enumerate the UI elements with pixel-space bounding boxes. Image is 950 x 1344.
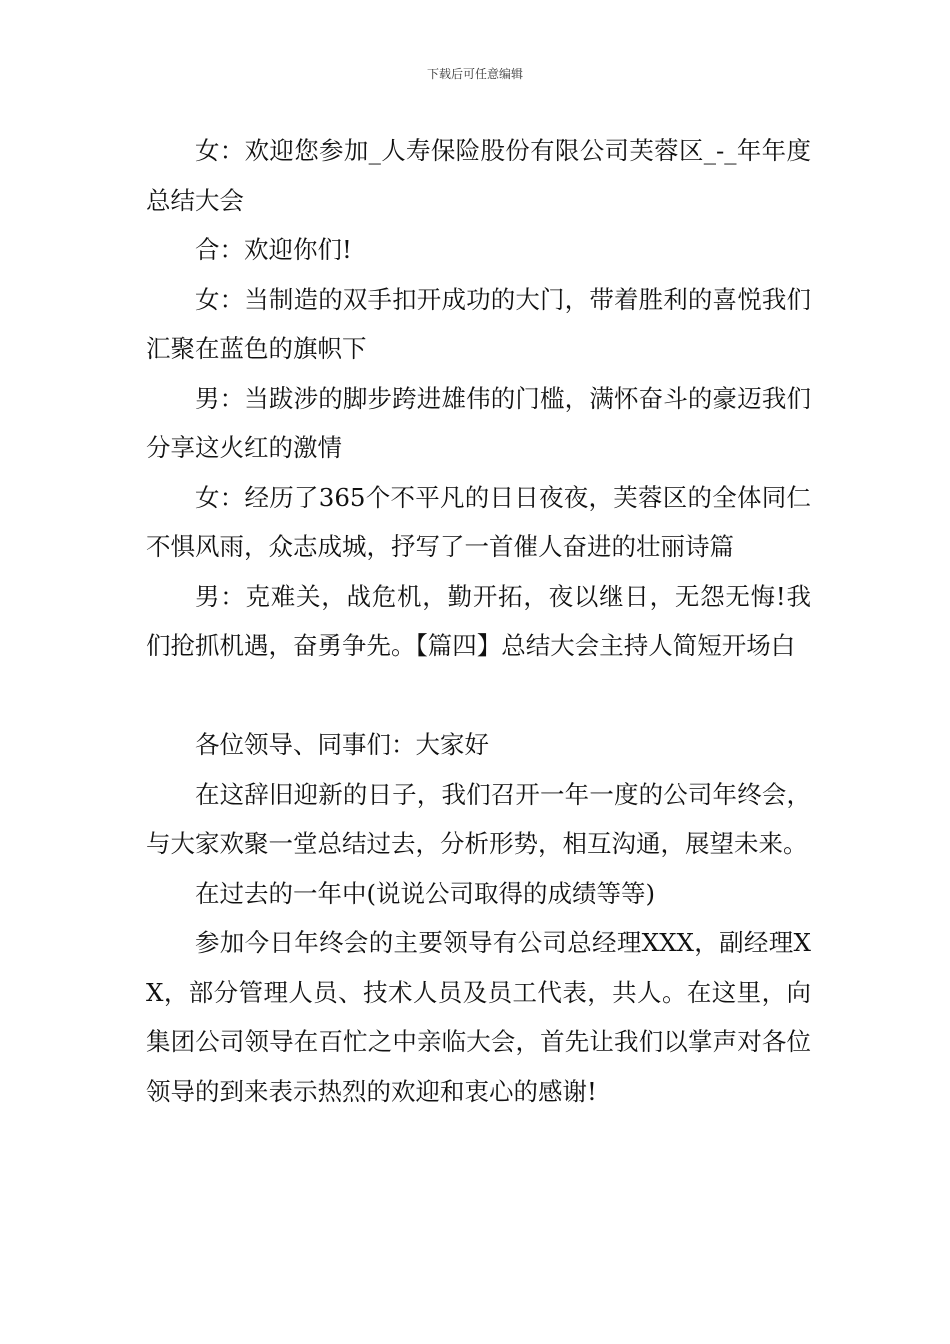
section-spacer [146, 671, 811, 721]
document-body [146, 126, 811, 1116]
paragraph-greeting: 各位领导、同事们：大家好 [195, 730, 489, 759]
paragraph-new-year-meeting: 在这辞旧迎新的日子，我们召开一年一度的公司年终会，与大家欢聚一堂总结过去，分析形势，相互沟通，展望未来。 [146, 779, 811, 858]
paragraph-female-success: 女：当制造的双手扣开成功的大门，带着胜利的喜悦我们汇聚在蓝色的旗帜下 [146, 284, 811, 363]
paragraph-attending-leaders: 参加今日年终会的主要领导有公司总经理XXX，副经理XX，部分管理人员、技术人员及员工代表，共人。在这里，向集团公司领导在百忙之中亲临大会，首先让我们以掌声对各位领导的到来表示热烈的欢迎和衷心的感谢! [146, 928, 811, 1106]
paragraph-female-365-days: 女：经历了365个不平凡的日日夜夜，芙蓉区的全体同仁不惧风雨，众志成城，抒写了一首催人奋进的壮丽诗篇 [146, 482, 811, 561]
page-header: 下载后可任意编辑 [426, 67, 523, 81]
paragraph-welcome-female: 女：欢迎您参加_人寿保险股份有限公司芙蓉区_-_年年度总结大会 [146, 136, 811, 215]
paragraph-male-opportunity: 男：克难关，战危机，勤开拓，夜以继日，无怨无悔!我们抢抓机遇，奋勇争先。【篇四】总结大会主持人简短开场白 [146, 581, 811, 660]
paragraph-past-year: 在过去的一年中(说说公司取得的成绩等等) [195, 878, 656, 908]
paragraph-welcome-together: 合：欢迎你们! [195, 235, 352, 264]
paragraph-male-passion: 男：当跋涉的脚步跨进雄伟的门槛，满怀奋斗的豪迈我们分享这火红的激情 [146, 383, 811, 462]
